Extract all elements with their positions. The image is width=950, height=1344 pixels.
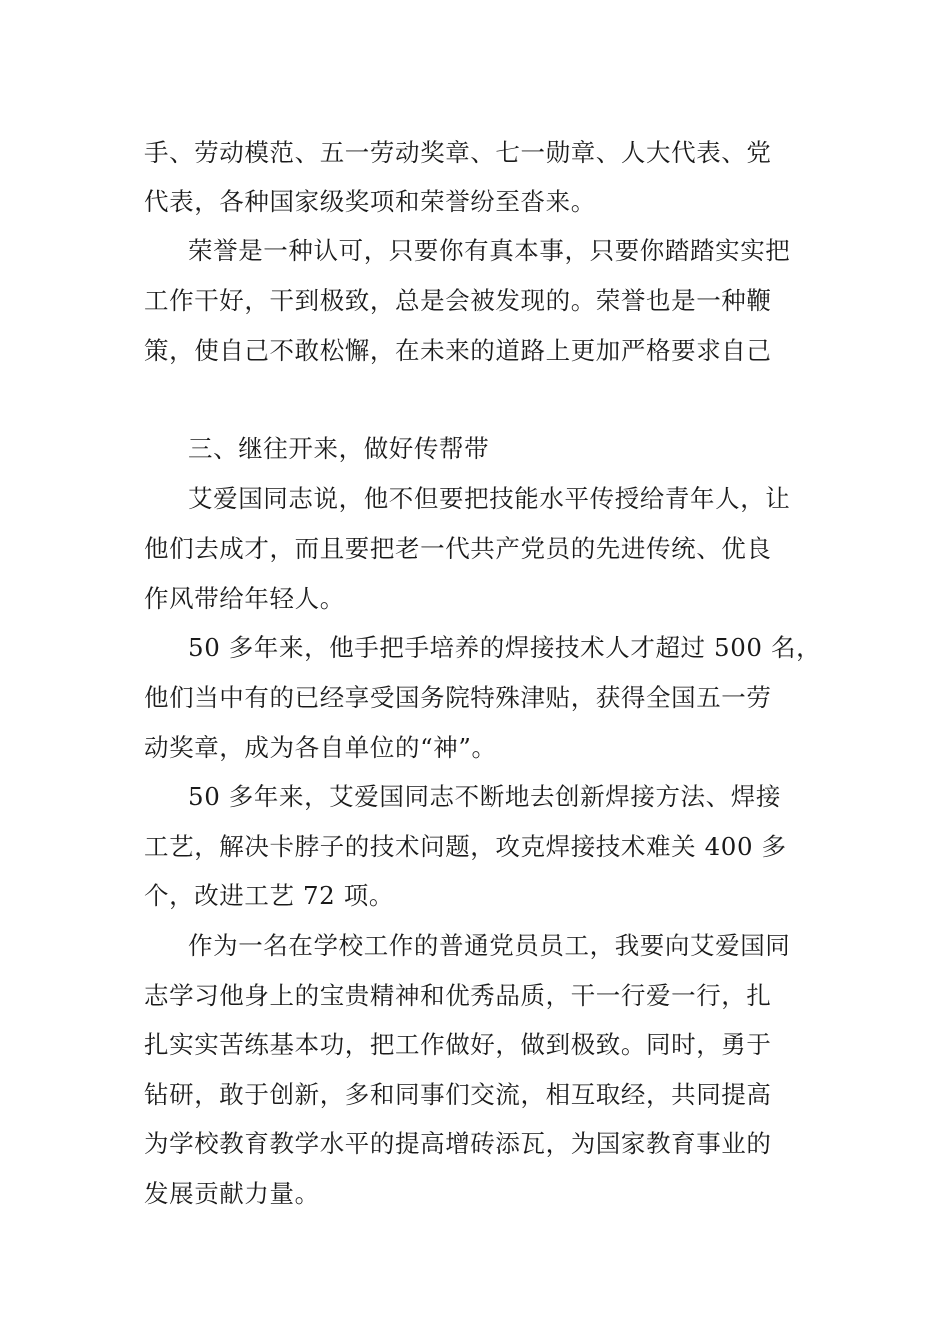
text-line: 荣誉是一种认可，只要你有真本事，只要你踏踏实实把 [188,236,791,265]
text-line: 动奖章，成为各自单位的“神”。 [144,733,497,762]
text-line: 手、劳动模范、五一劳动奖章、七一勋章、人大代表、党 [144,138,772,167]
text-line: 志学习他身上的宝贵精神和优秀品质，干一行爱一行，扎 [144,981,772,1010]
text-line: 作风带给年轻人。 [144,584,345,613]
text-line: 艾爱国同志说，他不但要把技能水平传授给青年人，让 [188,484,791,513]
text-line: 作为一名在学校工作的普通党员员工，我要向艾爱国同 [188,931,791,960]
text-line: 代表，各种国家级奖项和荣誉纷至沓来。 [144,187,596,216]
text-line: 他们去成才，而且要把老一代共产党员的先进传统、优良 [144,534,772,563]
text-line: 50 多年来，他手把手培养的焊接技术人才超过 500 名， [188,633,822,662]
text-line: 为学校教育教学水平的提高增砖添瓦，为国家教育事业的 [144,1129,772,1158]
section-heading: 三、继往开来，做好传帮带 [188,434,490,463]
text-line: 扎实实苦练基本功，把工作做好，做到极致。同时，勇于 [144,1030,772,1059]
text-line: 个，改进工艺 72 项。 [144,881,394,910]
text-line: 发展贡献力量。 [144,1179,320,1208]
text-line: 他们当中有的已经享受国务院特殊津贴，获得全国五一劳 [144,683,772,712]
text-line: 工作干好，干到极致，总是会被发现的。荣誉也是一种鞭 [144,286,772,315]
text-line: 50 多年来，艾爱国同志不断地去创新焊接方法、焊接 [188,782,781,811]
text-line: 策，使自己不敢松懈，在未来的道路上更加严格要求自己 [144,336,772,365]
text-line: 工艺，解决卡脖子的技术问题，攻克焊接技术难关 400 多 [144,832,787,861]
text-line: 钻研，敢于创新，多和同事们交流，相互取经，共同提高 [144,1080,772,1109]
